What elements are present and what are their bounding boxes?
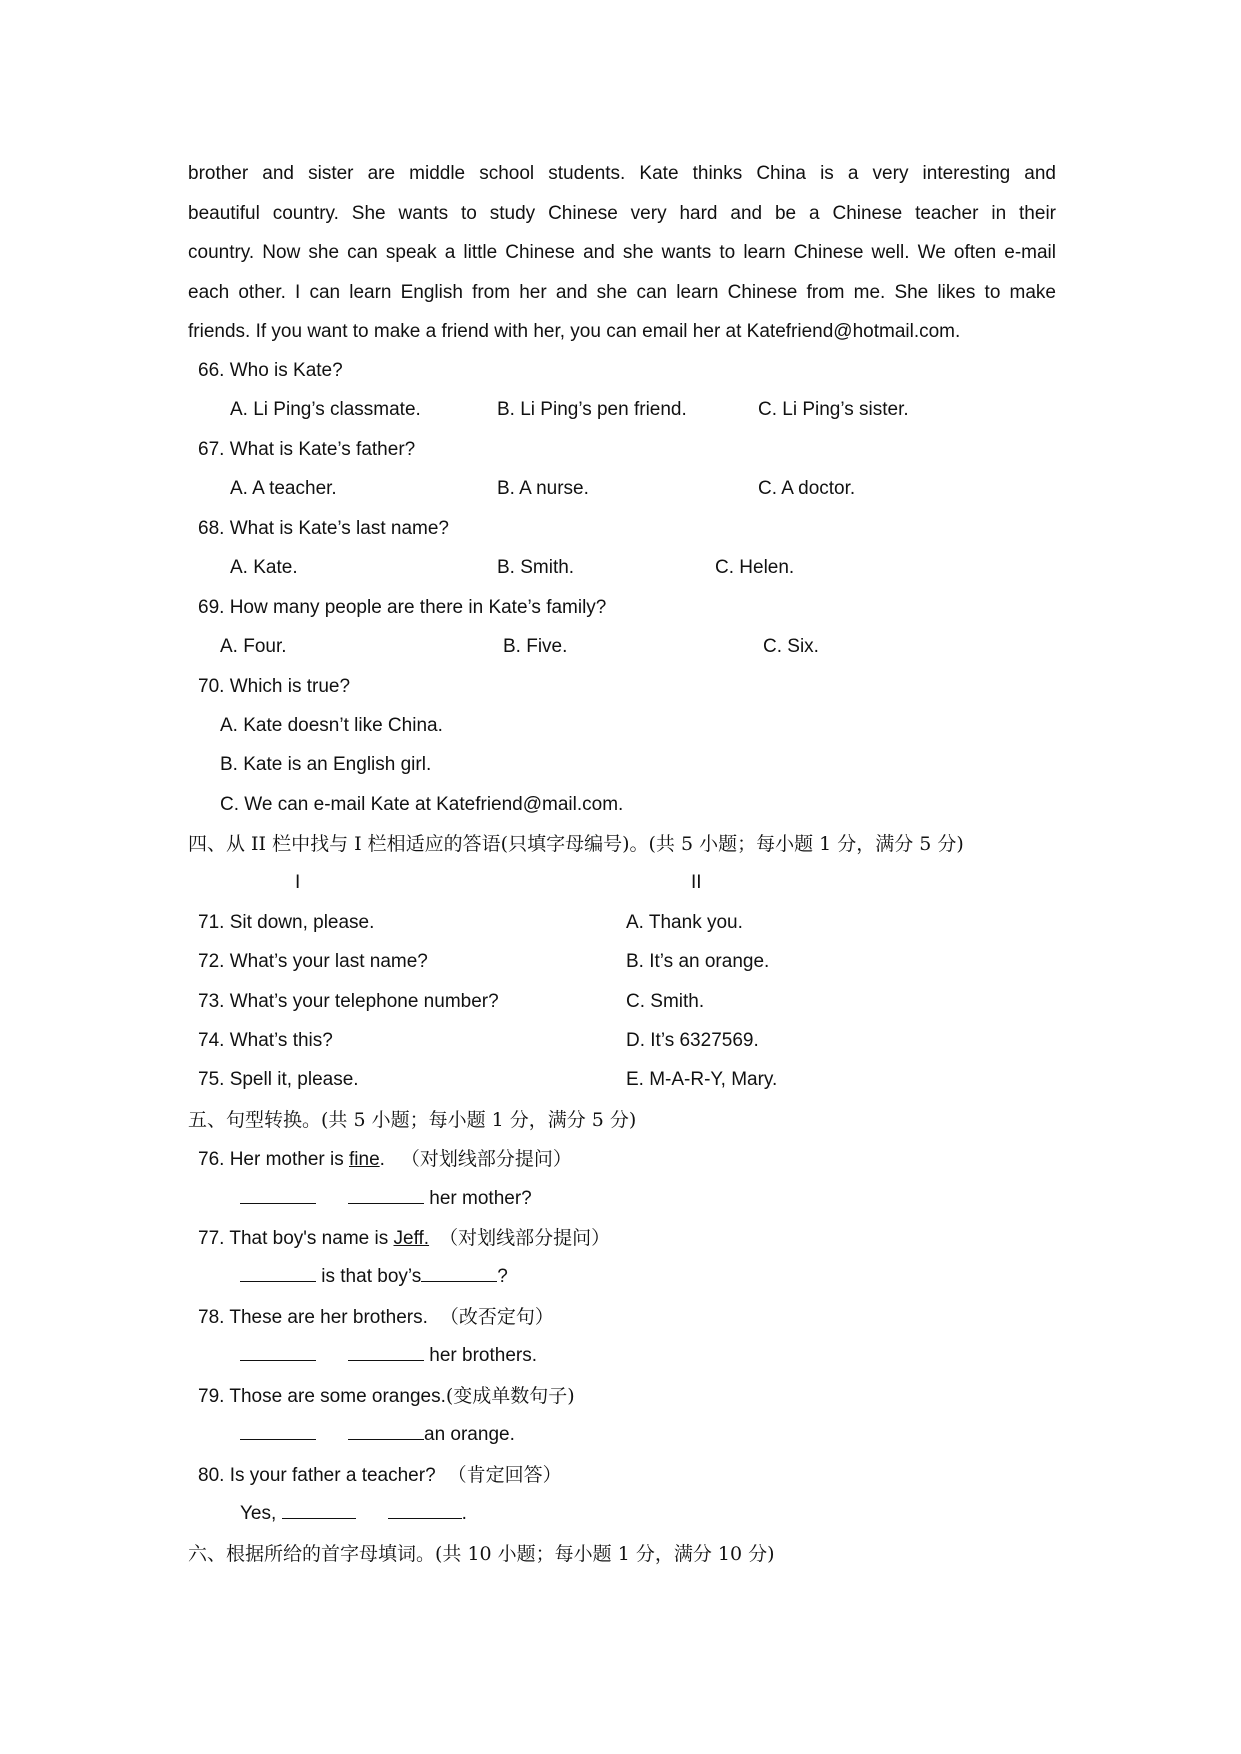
option-68-c: C. Helen. xyxy=(715,557,795,578)
question-79-text: 79. Those are some oranges. xyxy=(198,1386,446,1407)
option-70-b: B. Kate is an English girl. xyxy=(220,754,432,775)
answer-line-76 xyxy=(240,1184,532,1214)
match-item-72: 72. What’s your last name? xyxy=(198,951,428,972)
answer-blank[interactable] xyxy=(348,1184,424,1204)
option-67-b: B. A nurse. xyxy=(497,478,589,499)
section-6-title: 六、根据所给的首字母填词。(共 10 小题；每小题 1 分，满分 10 分) xyxy=(188,1543,775,1565)
question-68: 68. What is Kate’s last name? xyxy=(198,518,449,539)
match-item-75: 75. Spell it, please. xyxy=(198,1069,359,1090)
answer-blank[interactable] xyxy=(421,1262,497,1282)
answer-line-end: . xyxy=(461,1503,467,1524)
option-68-a: A. Kate. xyxy=(230,557,298,578)
answer-blank[interactable] xyxy=(240,1341,316,1361)
question-80-text: 80. Is your father a teacher? xyxy=(198,1465,436,1486)
match-answer-a: A. Thank you. xyxy=(626,912,743,933)
answer-blank[interactable] xyxy=(348,1341,424,1361)
section-5-title: 五、句型转换。(共 5 小题；每小题 1 分，满分 5 分) xyxy=(188,1109,637,1131)
answer-line-text: Yes, xyxy=(240,1503,277,1524)
question-77-text: 77. That boy's name is xyxy=(198,1228,394,1249)
answer-blank[interactable] xyxy=(282,1499,356,1519)
answer-line-text: an orange. xyxy=(424,1424,515,1445)
passage-line: brother and sister are middle school students. Kate thinks China is a very interesting and xyxy=(188,163,1056,184)
match-answer-d: D. It’s 6327569. xyxy=(626,1030,759,1051)
answer-blank[interactable] xyxy=(348,1420,424,1440)
match-item-73: 73. What’s your telephone number? xyxy=(198,991,499,1012)
match-item-74: 74. What’s this? xyxy=(198,1030,333,1051)
answer-line-text: her brothers. xyxy=(429,1345,538,1366)
answer-blank[interactable] xyxy=(240,1184,316,1204)
question-80 xyxy=(198,1460,562,1490)
option-70-c: C. We can e-mail Kate at Katefriend@mail.com. xyxy=(220,794,624,815)
option-67-a: A. A teacher. xyxy=(230,478,337,499)
instruction-note: (变成单数句子) xyxy=(445,1385,575,1407)
answer-line-end: ? xyxy=(497,1266,508,1287)
answer-line-80 xyxy=(240,1499,467,1529)
option-68-b: B. Smith. xyxy=(497,557,575,578)
match-answer-e: E. M-A-R-Y, Mary. xyxy=(626,1069,778,1090)
question-79 xyxy=(198,1381,575,1411)
question-76 xyxy=(198,1144,572,1174)
question-67: 67. What is Kate’s father? xyxy=(198,439,416,460)
question-77 xyxy=(198,1223,610,1253)
question-76-text: 76. Her mother is xyxy=(198,1149,349,1170)
option-66-c: C. Li Ping’s sister. xyxy=(758,399,909,420)
underlined-word: Jeff. xyxy=(393,1228,430,1249)
passage-line: beautiful country. She wants to study Chinese very hard and be a Chinese teacher in their xyxy=(188,202,1056,224)
answer-line-79 xyxy=(240,1420,515,1450)
answer-blank[interactable] xyxy=(388,1499,462,1519)
match-item-71: 71. Sit down, please. xyxy=(198,912,375,933)
option-66-a: A. Li Ping’s classmate. xyxy=(230,399,421,420)
instruction-note: （对划线部分提问） xyxy=(400,1148,572,1170)
answer-blank[interactable] xyxy=(240,1420,316,1440)
passage-line: country. Now she can speak a little Chinese and she wants to learn Chinese well. We often e-mail xyxy=(188,242,1056,264)
section-4-title: 四、从 II 栏中找与 I 栏相适应的答语(只填字母编号)。(共 5 小题；每小题 1 分，满分 5 分) xyxy=(188,833,964,855)
answer-line-77 xyxy=(240,1262,508,1292)
instruction-note: （对划线部分提问） xyxy=(439,1227,611,1249)
instruction-note: （改否定句） xyxy=(439,1306,554,1328)
passage-line: each other. I can learn English from her and she can learn Chinese from me. She likes to make xyxy=(188,281,1056,303)
column-ii-header: II xyxy=(691,872,702,893)
question-66: 66. Who is Kate? xyxy=(198,360,343,381)
option-69-b: B. Five. xyxy=(503,636,568,657)
question-76-punct: . xyxy=(379,1149,385,1170)
question-70: 70. Which is true? xyxy=(198,676,351,697)
match-answer-c: C. Smith. xyxy=(626,991,705,1012)
question-78 xyxy=(198,1302,554,1332)
question-78-text: 78. These are her brothers. xyxy=(198,1307,428,1328)
match-answer-b: B. It’s an orange. xyxy=(626,951,770,972)
question-69: 69. How many people are there in Kate’s family? xyxy=(198,597,607,618)
option-69-a: A. Four. xyxy=(220,636,287,657)
answer-line-text: her mother? xyxy=(429,1188,532,1209)
option-67-c: C. A doctor. xyxy=(758,478,856,499)
answer-line-text: is that boy’s xyxy=(321,1266,422,1287)
reading-passage xyxy=(188,154,1056,352)
column-i-header: I xyxy=(295,872,301,893)
underlined-word: fine xyxy=(349,1149,380,1170)
answer-blank[interactable] xyxy=(240,1262,316,1282)
option-69-c: C. Six. xyxy=(763,636,819,657)
passage-line: friends. If you want to make a friend with her, you can email her at Katefriend@hotmail.com. xyxy=(188,321,961,343)
instruction-note: （肯定回答） xyxy=(447,1464,562,1486)
answer-line-78 xyxy=(240,1341,537,1371)
option-66-b: B. Li Ping’s pen friend. xyxy=(497,399,687,420)
option-70-a: A. Kate doesn’t like China. xyxy=(220,715,443,736)
